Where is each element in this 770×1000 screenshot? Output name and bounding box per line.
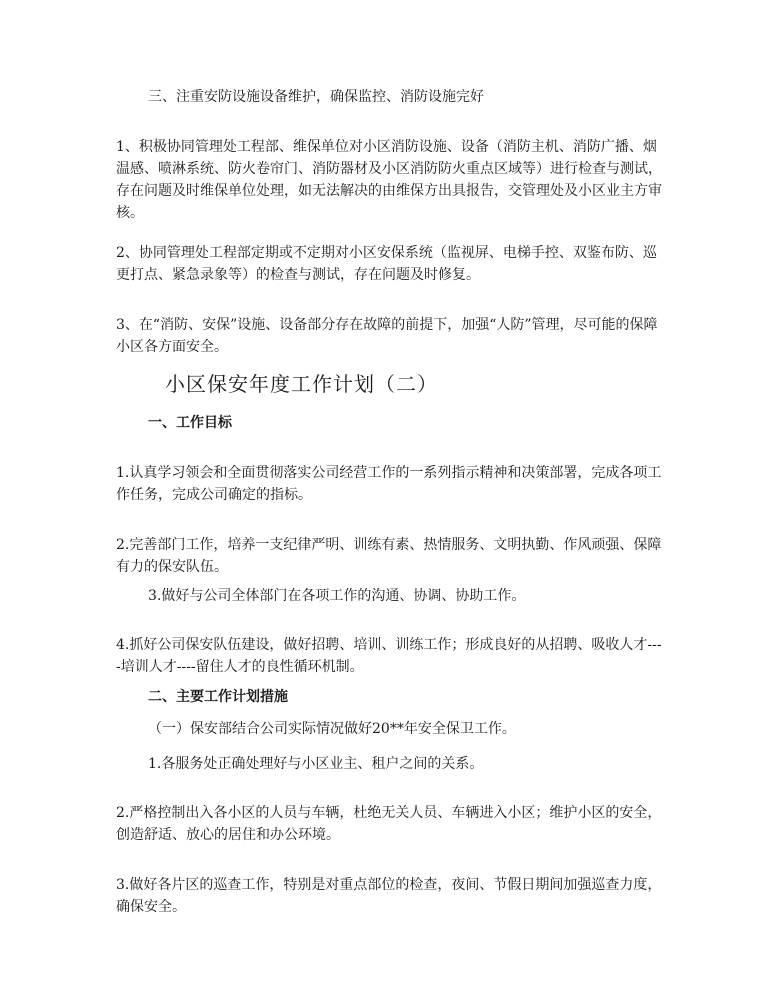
part-2-subheading-1: （一）保安部结合公司实际情况做好20**年安全保卫工作。 xyxy=(148,721,516,737)
goal-item-4: 4.抓好公司保安队伍建设，做好招聘、培训、训练工作；形成良好的从招聘、吸收人才----培训人才----留住人才的良性循环机制。 xyxy=(116,637,662,675)
goal-item-1: 1.认真学习领会和全面贯彻落实公司经营工作的一系列指示精神和决策部署，完成各项工作任务，完成公司确定的指标。 xyxy=(116,465,662,503)
section-3-item-2: 2、协同管理处工程部定期或不定期对小区安保系统（监视屏、电梯手控、双鉴布防、巡更打点、紧急录象等）的检查与测试，存在问题及时修复。 xyxy=(116,245,657,283)
section-3-item-1: 1、积极协同管理处工程部、维保单位对小区消防设施、设备（消防主机、消防广播、烟温感、喷淋系统、防火卷帘门、消防器材及小区消防防火重点区域等）进行检查与测试，存在问题及时维保单位处理，如无法解决的由维保方出具报告，交管理处及小区业主方审核。 xyxy=(116,139,662,221)
measure-item-3: 3.做好各片区的巡查工作，特别是对重点部位的检查，夜间、节假日期间加强巡查力度，确保安全。 xyxy=(116,877,662,915)
document-title: 小区保安年度工作计划（二） xyxy=(165,372,438,396)
section-3-heading: 三、注重安防设施设备维护，确保监控、消防设施完好 xyxy=(148,89,484,105)
measure-item-2: 2.严格控制出入各小区的人员与车辆，杜绝无关人员、车辆进入小区；维护小区的安全，创造舒适、放心的居住和办公环境。 xyxy=(116,805,662,843)
part-2-heading: 二、主要工作计划措施 xyxy=(148,689,288,705)
measure-item-1: 1.各服务处正确处理好与小区业主、租户之间的关系。 xyxy=(148,756,484,772)
goal-item-3: 3.做好与公司全体部门在各项工作的沟通、协调、协助工作。 xyxy=(148,588,526,604)
part-1-heading: 一、工作目标 xyxy=(148,415,232,431)
goal-item-2: 2.完善部门工作，培养一支纪律严明、训练有素、热情服务、文明执勤、作风顽强、保障有力的保安队伍。 xyxy=(116,537,662,575)
section-3-item-3: 3、在“消防、安保”设施、设备部分存在故障的前提下，加强“人防”管理，尽可能的保障小区各方面安全。 xyxy=(116,317,658,355)
